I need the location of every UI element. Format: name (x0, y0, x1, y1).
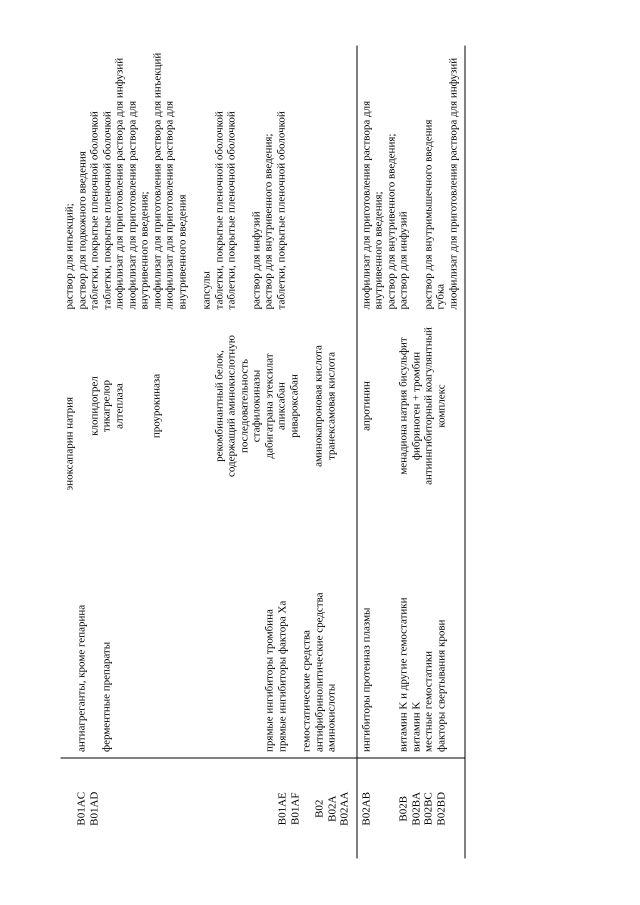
dosage-form: раствор для внутривенного введения; (384, 133, 397, 310)
dosage-form: лиофилизат для приготовления раствора для инфузий (113, 57, 125, 310)
drug-name: рекомбинантный белок, содержащий аминокислотную последовательность стафилокиназы (212, 335, 262, 478)
group-name: ингибиторы протеиназ плазмы (359, 607, 372, 752)
dosage-form: раствор для инфузий (249, 211, 262, 310)
drug-table (60, 46, 465, 859)
dosage-form: лиофилизат для приготовления раствора для внутривенного введения; (359, 100, 384, 310)
atc-code: B01AF (288, 792, 301, 825)
dosage-form: таблетки, покрытые пленочной оболочкой (88, 111, 100, 310)
dosage-form: раствор для внутривенного введения; (262, 133, 274, 310)
atc-code: B02AA (338, 791, 350, 826)
atc-code: B02BD (434, 791, 447, 826)
atc-code-cell (60, 759, 356, 859)
dosage-form: лиофилизат для приготовления раствора для инъекций (150, 52, 163, 310)
atc-code: B02A (325, 795, 338, 822)
dosage-form: таблетки, покрытые пленочной оболочкой (212, 111, 225, 310)
dosage-form-cell (356, 46, 465, 316)
drug-name: аминокапроновая кислота (312, 345, 324, 467)
dosage-form-cell (60, 46, 356, 316)
atc-code: B02BA (409, 791, 422, 826)
drug-name: алтеплаза (112, 383, 125, 429)
atc-code: B01AD (87, 791, 100, 826)
group-name: антиагреганты, кроме гепарина (75, 604, 87, 752)
dosage-form: раствор для инфузий (397, 211, 409, 310)
group-name-cell (60, 497, 356, 759)
group-name: аминокислоты (325, 683, 337, 752)
drug-name: фибриноген + тромбин (409, 351, 422, 461)
drug-name: менадиона натрия бисульфит (397, 337, 409, 475)
drug-name: апротинин (359, 381, 372, 431)
group-name: витамин K и другие гемостатики (397, 597, 409, 752)
atc-code: B02B (397, 795, 409, 822)
atc-code: B02BC (422, 792, 434, 826)
dosage-form: лиофилизат для приготовления раствора для инфузий (446, 57, 459, 310)
drug-name: тикагрелор (100, 379, 112, 433)
dosage-form: лиофилизат для приготовления раствора для внутривенного введения (163, 100, 188, 310)
dosage-form: таблетки, покрытые пленочной оболочкой (225, 111, 237, 310)
group-name: факторы свертывания крови (434, 619, 447, 752)
group-name: прямые ингибиторы тромбина (263, 609, 275, 752)
drug-name: клопидогрел (87, 376, 100, 436)
group-name: местные гемостатики (422, 650, 434, 752)
dosage-form: раствор для внутримышечного введения (421, 119, 434, 310)
drug-name-cell (356, 316, 465, 497)
atc-code: B02AB (359, 791, 372, 826)
table-section-b01 (60, 46, 356, 859)
group-name: витамин K (409, 701, 422, 752)
atc-code-cell (356, 759, 465, 859)
drug-name: антиингибиторный коагулянтный комплекс (422, 327, 447, 485)
drug-name: апиксабан (275, 382, 287, 430)
drug-name: эноксапарин натрия (63, 396, 75, 491)
atc-code: B01AE (276, 792, 288, 826)
dosage-form: губка (434, 283, 446, 310)
dosage-form: капсулы (200, 271, 212, 310)
drug-name-cell (60, 316, 356, 497)
dosage-form: таблетки, покрытые пленочной оболочкой (100, 111, 113, 310)
drug-name: ривароксабан (287, 374, 300, 438)
drug-name: транексамовая кислота (324, 351, 337, 461)
dosage-form: таблетки, покрытые пленочной оболочкой (274, 111, 287, 310)
rotated-table-container (60, 46, 580, 859)
dosage-form: раствор для инъекций; (63, 203, 75, 310)
table-section-b02 (356, 46, 465, 859)
atc-code: B02 (313, 799, 325, 818)
group-name: гемостатические средства (300, 630, 312, 752)
drug-name: дабигатрана этексилат (262, 353, 275, 459)
group-name-cell (356, 497, 465, 759)
group-name: антифибринолитические средства (312, 592, 325, 752)
group-name: прямые ингибиторы фактора Xa (275, 600, 288, 752)
drug-name: проурокиназа (150, 373, 162, 439)
atc-code: B01AC (75, 791, 87, 826)
dosage-form: лиофилизат для приготовления раствора для внутривенного введения; (125, 100, 150, 310)
dosage-form: раствор для подкожного введения (75, 151, 88, 310)
group-name: ферментные препараты (99, 641, 112, 752)
